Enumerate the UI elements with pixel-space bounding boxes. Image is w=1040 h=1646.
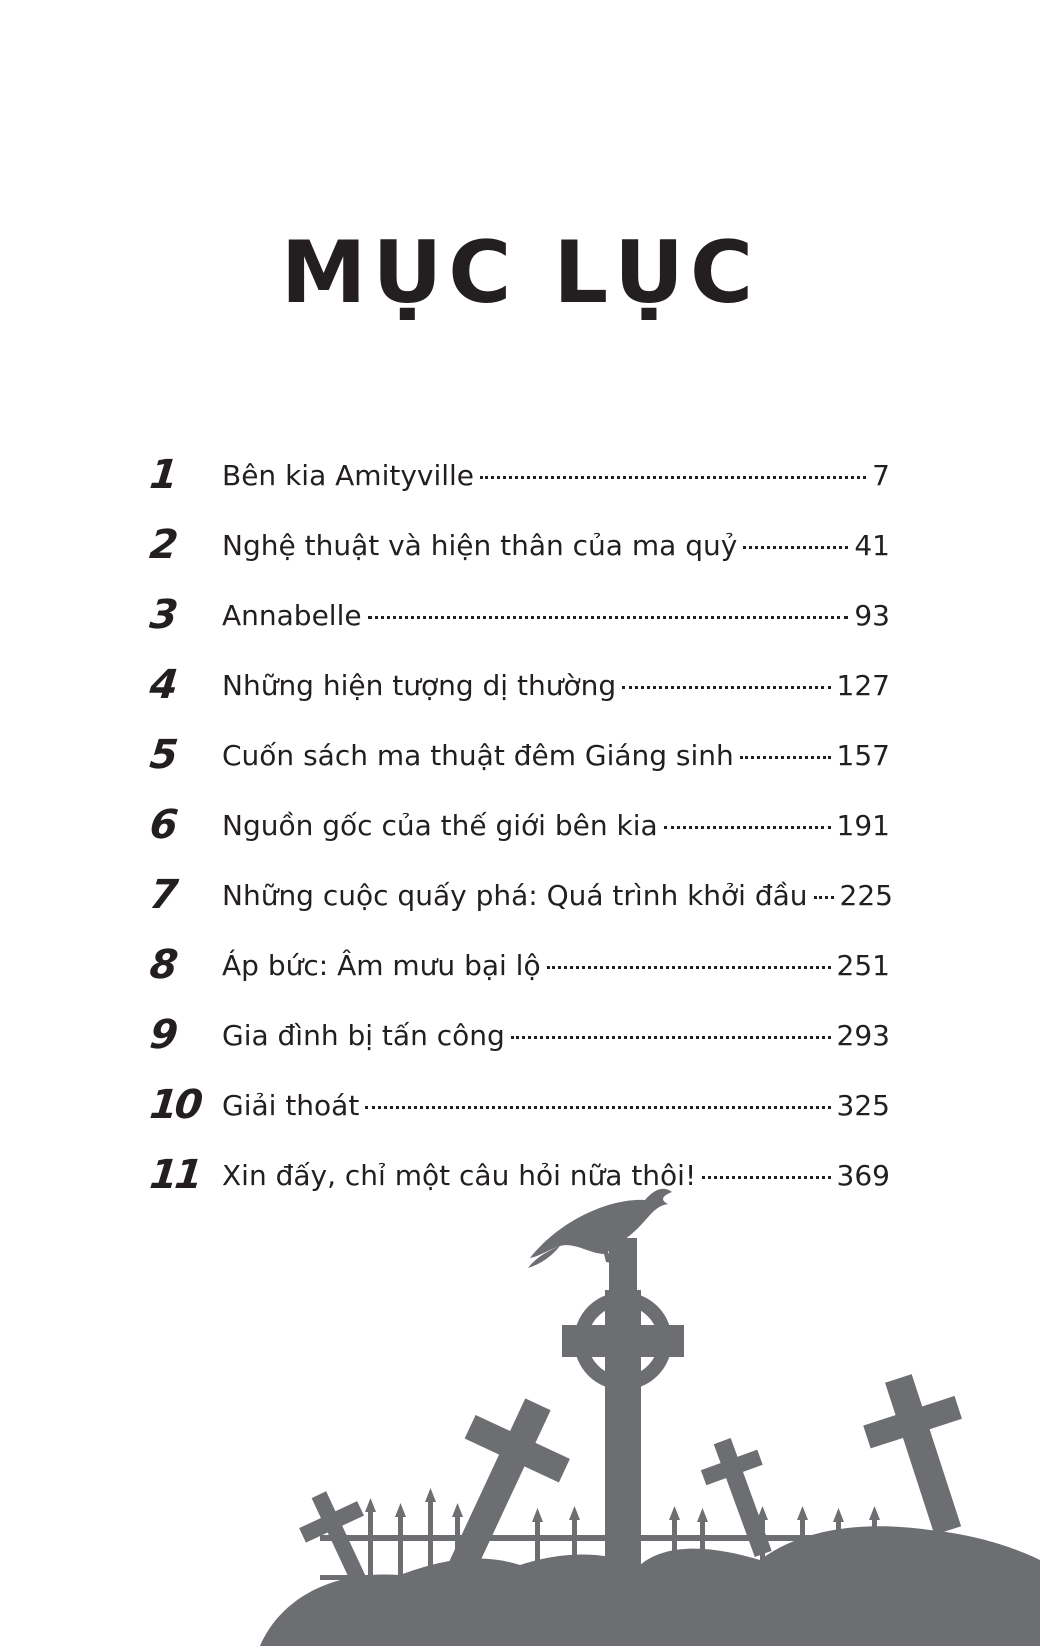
toc-line [222, 739, 890, 772]
chapter-title: Xin đấy, chỉ một câu hỏi nữa thôi! [222, 1158, 697, 1192]
dot-leader [511, 1036, 831, 1039]
chapter-title: Nghệ thuật và hiện thân của ma quỷ [222, 528, 738, 562]
ground [260, 1526, 1040, 1646]
dot-leader [664, 826, 831, 829]
chapter-title: Gia đình bị tấn công [222, 1018, 505, 1052]
toc-line [222, 1019, 890, 1052]
toc-entry [147, 580, 890, 650]
toc-line [222, 879, 893, 912]
page-title: MỤC LỤC [280, 223, 760, 323]
toc-line [222, 459, 890, 492]
page-number: 293 [836, 1018, 890, 1052]
dot-leader [814, 896, 834, 899]
dot-leader [743, 546, 848, 549]
page-number: 7 [872, 458, 890, 492]
toc-line [222, 599, 890, 632]
toc-line [222, 809, 890, 842]
dot-leader [547, 966, 831, 969]
chapter-title: Annabelle [222, 598, 362, 632]
fence-rail [320, 1535, 880, 1541]
dot-leader [702, 1176, 830, 1179]
chapter-title: Những hiện tượng dị thường [222, 668, 617, 702]
dot-leader [740, 756, 831, 759]
chapter-title: Cuốn sách ma thuật đêm Giáng sinh [222, 738, 734, 772]
toc-line [222, 669, 890, 702]
toc-line [222, 949, 890, 982]
toc-entry [147, 1000, 890, 1070]
chapter-number: 1 [147, 452, 178, 498]
chapter-title: Giải thoát [222, 1088, 360, 1122]
table-of-contents [147, 440, 893, 1210]
toc-entry [147, 860, 893, 930]
chapter-title: Nguồn gốc của thế giới bên kia [222, 808, 658, 842]
page-number: 325 [836, 1088, 890, 1122]
chapter-number: 5 [147, 732, 178, 778]
dot-leader [368, 616, 849, 619]
page-number: 369 [836, 1158, 890, 1192]
page-number: 93 [854, 598, 890, 632]
page-number: 225 [839, 878, 893, 912]
page-number: 191 [836, 808, 890, 842]
toc-entry [147, 440, 890, 510]
toc-line [222, 529, 890, 562]
dot-leader [365, 1106, 830, 1109]
page-number: 41 [854, 528, 890, 562]
toc-entry [147, 930, 890, 1000]
chapter-number: 11 [147, 1152, 203, 1198]
chapter-number: 6 [147, 802, 178, 848]
toc-entry [147, 1070, 890, 1140]
toc-entry [147, 650, 890, 720]
page-number: 127 [836, 668, 890, 702]
chapter-title: Áp bức: Âm mưu bại lộ [222, 948, 541, 982]
toc-entry [147, 510, 890, 580]
chapter-number: 8 [147, 942, 178, 988]
chapter-title: Những cuộc quấy phá: Quá trình khởi đầu [222, 878, 808, 912]
page-number: 251 [836, 948, 890, 982]
chapter-title: Bên kia Amityville [222, 458, 475, 492]
toc-entry [147, 790, 890, 860]
toc-line [222, 1089, 890, 1122]
chapter-number: 9 [147, 1012, 178, 1058]
chapter-number: 3 [147, 592, 178, 638]
dot-leader [480, 476, 866, 479]
cross-right-small [694, 1431, 791, 1564]
chapter-number: 4 [147, 662, 178, 708]
graveyard-illustration [0, 1180, 1040, 1646]
dot-leader [622, 686, 830, 689]
chapter-number: 7 [147, 872, 178, 918]
chapter-number: 10 [147, 1082, 203, 1128]
page-number: 157 [836, 738, 890, 772]
toc-entry [147, 720, 890, 790]
chapter-number: 2 [147, 522, 178, 568]
